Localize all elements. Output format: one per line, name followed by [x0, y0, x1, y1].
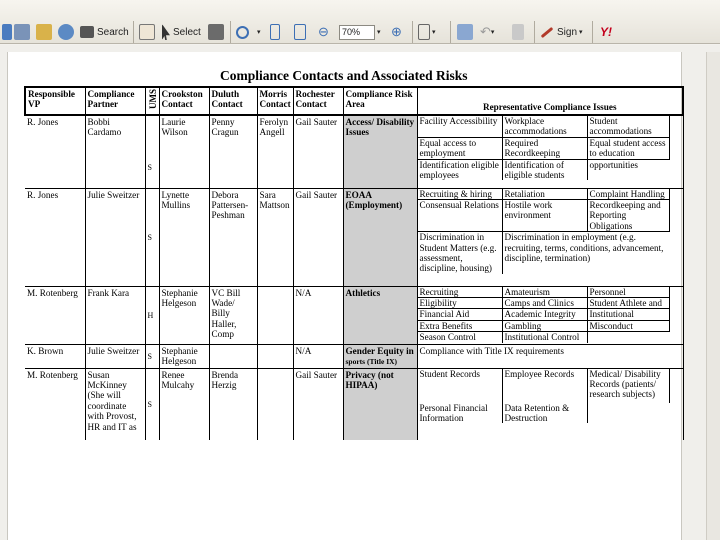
cell-risk: Gender Equity in sports (Title IX) [343, 344, 417, 368]
table-row [25, 344, 683, 368]
header-issues: Representative Compliance Issues [417, 87, 683, 115]
cell-issues: Student Records Employee Records Medical/ Disability Records (patients/ research subjects) Personal Financial Information Data Retention & Destruction [417, 368, 683, 440]
yahoo-icon[interactable]: Y! [600, 25, 612, 39]
header-duluth: Duluth Contact [209, 87, 257, 115]
search-label: Search [97, 26, 129, 38]
cell-risk: Athletics [343, 286, 417, 344]
cell-morris: Sara Mattson [257, 188, 293, 286]
vertical-scrollbar[interactable] [706, 52, 720, 540]
cell-rochester: Gail Sauter [293, 115, 343, 188]
email-icon[interactable] [58, 22, 74, 42]
cell-vp: R. Jones [25, 188, 85, 286]
cell-ums: S [145, 188, 159, 286]
page-title: Compliance Contacts and Associated Risks [220, 68, 468, 83]
cell-rochester: N/A [293, 286, 343, 344]
cell-ums: H [145, 286, 159, 344]
cell-ums: S [145, 115, 159, 188]
cell-duluth: Brenda Herzig [209, 368, 257, 440]
actual-size-icon[interactable] [270, 22, 280, 42]
fit-page-icon[interactable] [294, 22, 306, 42]
snapshot-icon[interactable] [208, 22, 224, 42]
cell-vp: K. Brown [25, 344, 85, 368]
cell-rochester: Gail Sauter [293, 368, 343, 440]
cell-vp: M. Rotenberg [25, 368, 85, 440]
zoom-dropdown-arrow[interactable]: ▾ [257, 29, 261, 36]
search-button[interactable] [80, 22, 129, 42]
header-crookston: Crookston Contact [159, 87, 209, 115]
table-header-row [25, 87, 683, 115]
forms-icon[interactable] [512, 22, 524, 42]
cell-morris [257, 286, 293, 344]
cell-crookston: Lynette Mullins [159, 188, 209, 286]
cell-partner: Julie Sweitzer [85, 344, 145, 368]
zoom-input[interactable]: 70% [339, 25, 375, 40]
cell-crookston: Renee Mulcahy [159, 368, 209, 440]
zoom-out-icon[interactable]: ⊖ [318, 24, 329, 39]
sign-button[interactable] [540, 22, 583, 42]
compliance-table [24, 86, 684, 440]
table-row [25, 188, 683, 286]
cell-rochester: N/A [293, 344, 343, 368]
cell-vp: M. Rotenberg [25, 286, 85, 344]
sign-label: Sign [557, 26, 578, 38]
zoom-select-arrow[interactable]: ▾ [377, 29, 381, 36]
cell-risk: Access/ Disability Issues [343, 115, 417, 188]
hand-icon [139, 24, 155, 40]
cell-duluth: Debora Pattersen-Peshman [209, 188, 257, 286]
cell-duluth [209, 344, 257, 368]
cell-duluth: VC Bill Wade/ Billy Haller, Comp [209, 286, 257, 344]
cell-partner: Frank Kara [85, 286, 145, 344]
undo-icon[interactable]: ↶ ▾ [480, 24, 495, 39]
cell-ums: S [145, 368, 159, 440]
header-morris: Morris Contact [257, 87, 293, 115]
cell-rochester: Gail Sauter [293, 188, 343, 286]
cell-morris: Ferolyn Angell [257, 115, 293, 188]
pen-icon [541, 26, 554, 37]
review-icon[interactable] [457, 22, 473, 42]
cell-partner: Bobbi Cardamo [85, 115, 145, 188]
cell-morris [257, 344, 293, 368]
header-vp: Responsible VP [25, 87, 85, 115]
select-tool-button[interactable] [162, 22, 201, 42]
cell-issues: Facility Accessibility Workplace accommodations Student accommodations Equal access to employment Required Recordkeeping Equal student access to education Identification eligible employees Identification of eligible students opportunities [417, 115, 683, 188]
page-layout-icon[interactable]: ▾ [418, 22, 436, 42]
cell-risk: Privacy (not HIPAA) [343, 368, 417, 440]
table-row [25, 286, 683, 344]
cell-risk: EOAA (Employment) [343, 188, 417, 286]
sign-dropdown-arrow: ▾ [579, 29, 583, 36]
toolbar [0, 0, 720, 44]
cell-partner: Susan McKinney (She will coordinate with Provost, HR and IT as [85, 368, 145, 440]
print-icon[interactable] [14, 22, 30, 42]
hand-tool-button[interactable] [139, 22, 155, 42]
cell-duluth: Penny Cragun [209, 115, 257, 188]
folder-icon[interactable] [36, 22, 52, 42]
select-label: Select [173, 26, 201, 38]
cell-crookston: Stephanie Helgeson [159, 286, 209, 344]
cursor-icon [162, 24, 170, 40]
cell-vp: R. Jones [25, 115, 85, 188]
header-ums: UMS [145, 87, 159, 115]
header-rochester: Rochester Contact [293, 87, 343, 115]
cell-partner: Julie Sweitzer [85, 188, 145, 286]
cell-morris [257, 368, 293, 440]
header-risk: Compliance Risk Area [343, 87, 417, 115]
cell-ums: S [145, 344, 159, 368]
cell-issues: Recruiting & hiring Retaliation Complaint Handling Consensual Relations Hostile work environment Recordkeeping and Reporting Obligations Discrimination in Student Matters (e.g. assessment, discipline, housing) Discrimination in employment (e.g. recruiting, terms, conditions, advancement, discipline, termination) [417, 188, 683, 286]
header-partner: Compliance Partner [85, 87, 145, 115]
cell-crookston: Laurie Wilson [159, 115, 209, 188]
binoculars-icon [80, 26, 94, 38]
save-icon[interactable] [2, 22, 12, 42]
table-row [25, 115, 683, 188]
cell-issues: Compliance with Title IX requirements [417, 344, 683, 368]
zoom-in-plus-icon[interactable]: ⊕ [391, 24, 402, 39]
table-row [25, 368, 683, 440]
cell-issues: Recruiting Amateurism Personnel Eligibility Camps and Clinics Student Athlete and Financial Aid Academic Integrity Institutional Extra Benefits Gambling Misconduct Season Control Institutional Control [417, 286, 683, 344]
cell-crookston: Stephanie Helgeson [159, 344, 209, 368]
zoom-in-icon[interactable] [236, 22, 249, 42]
